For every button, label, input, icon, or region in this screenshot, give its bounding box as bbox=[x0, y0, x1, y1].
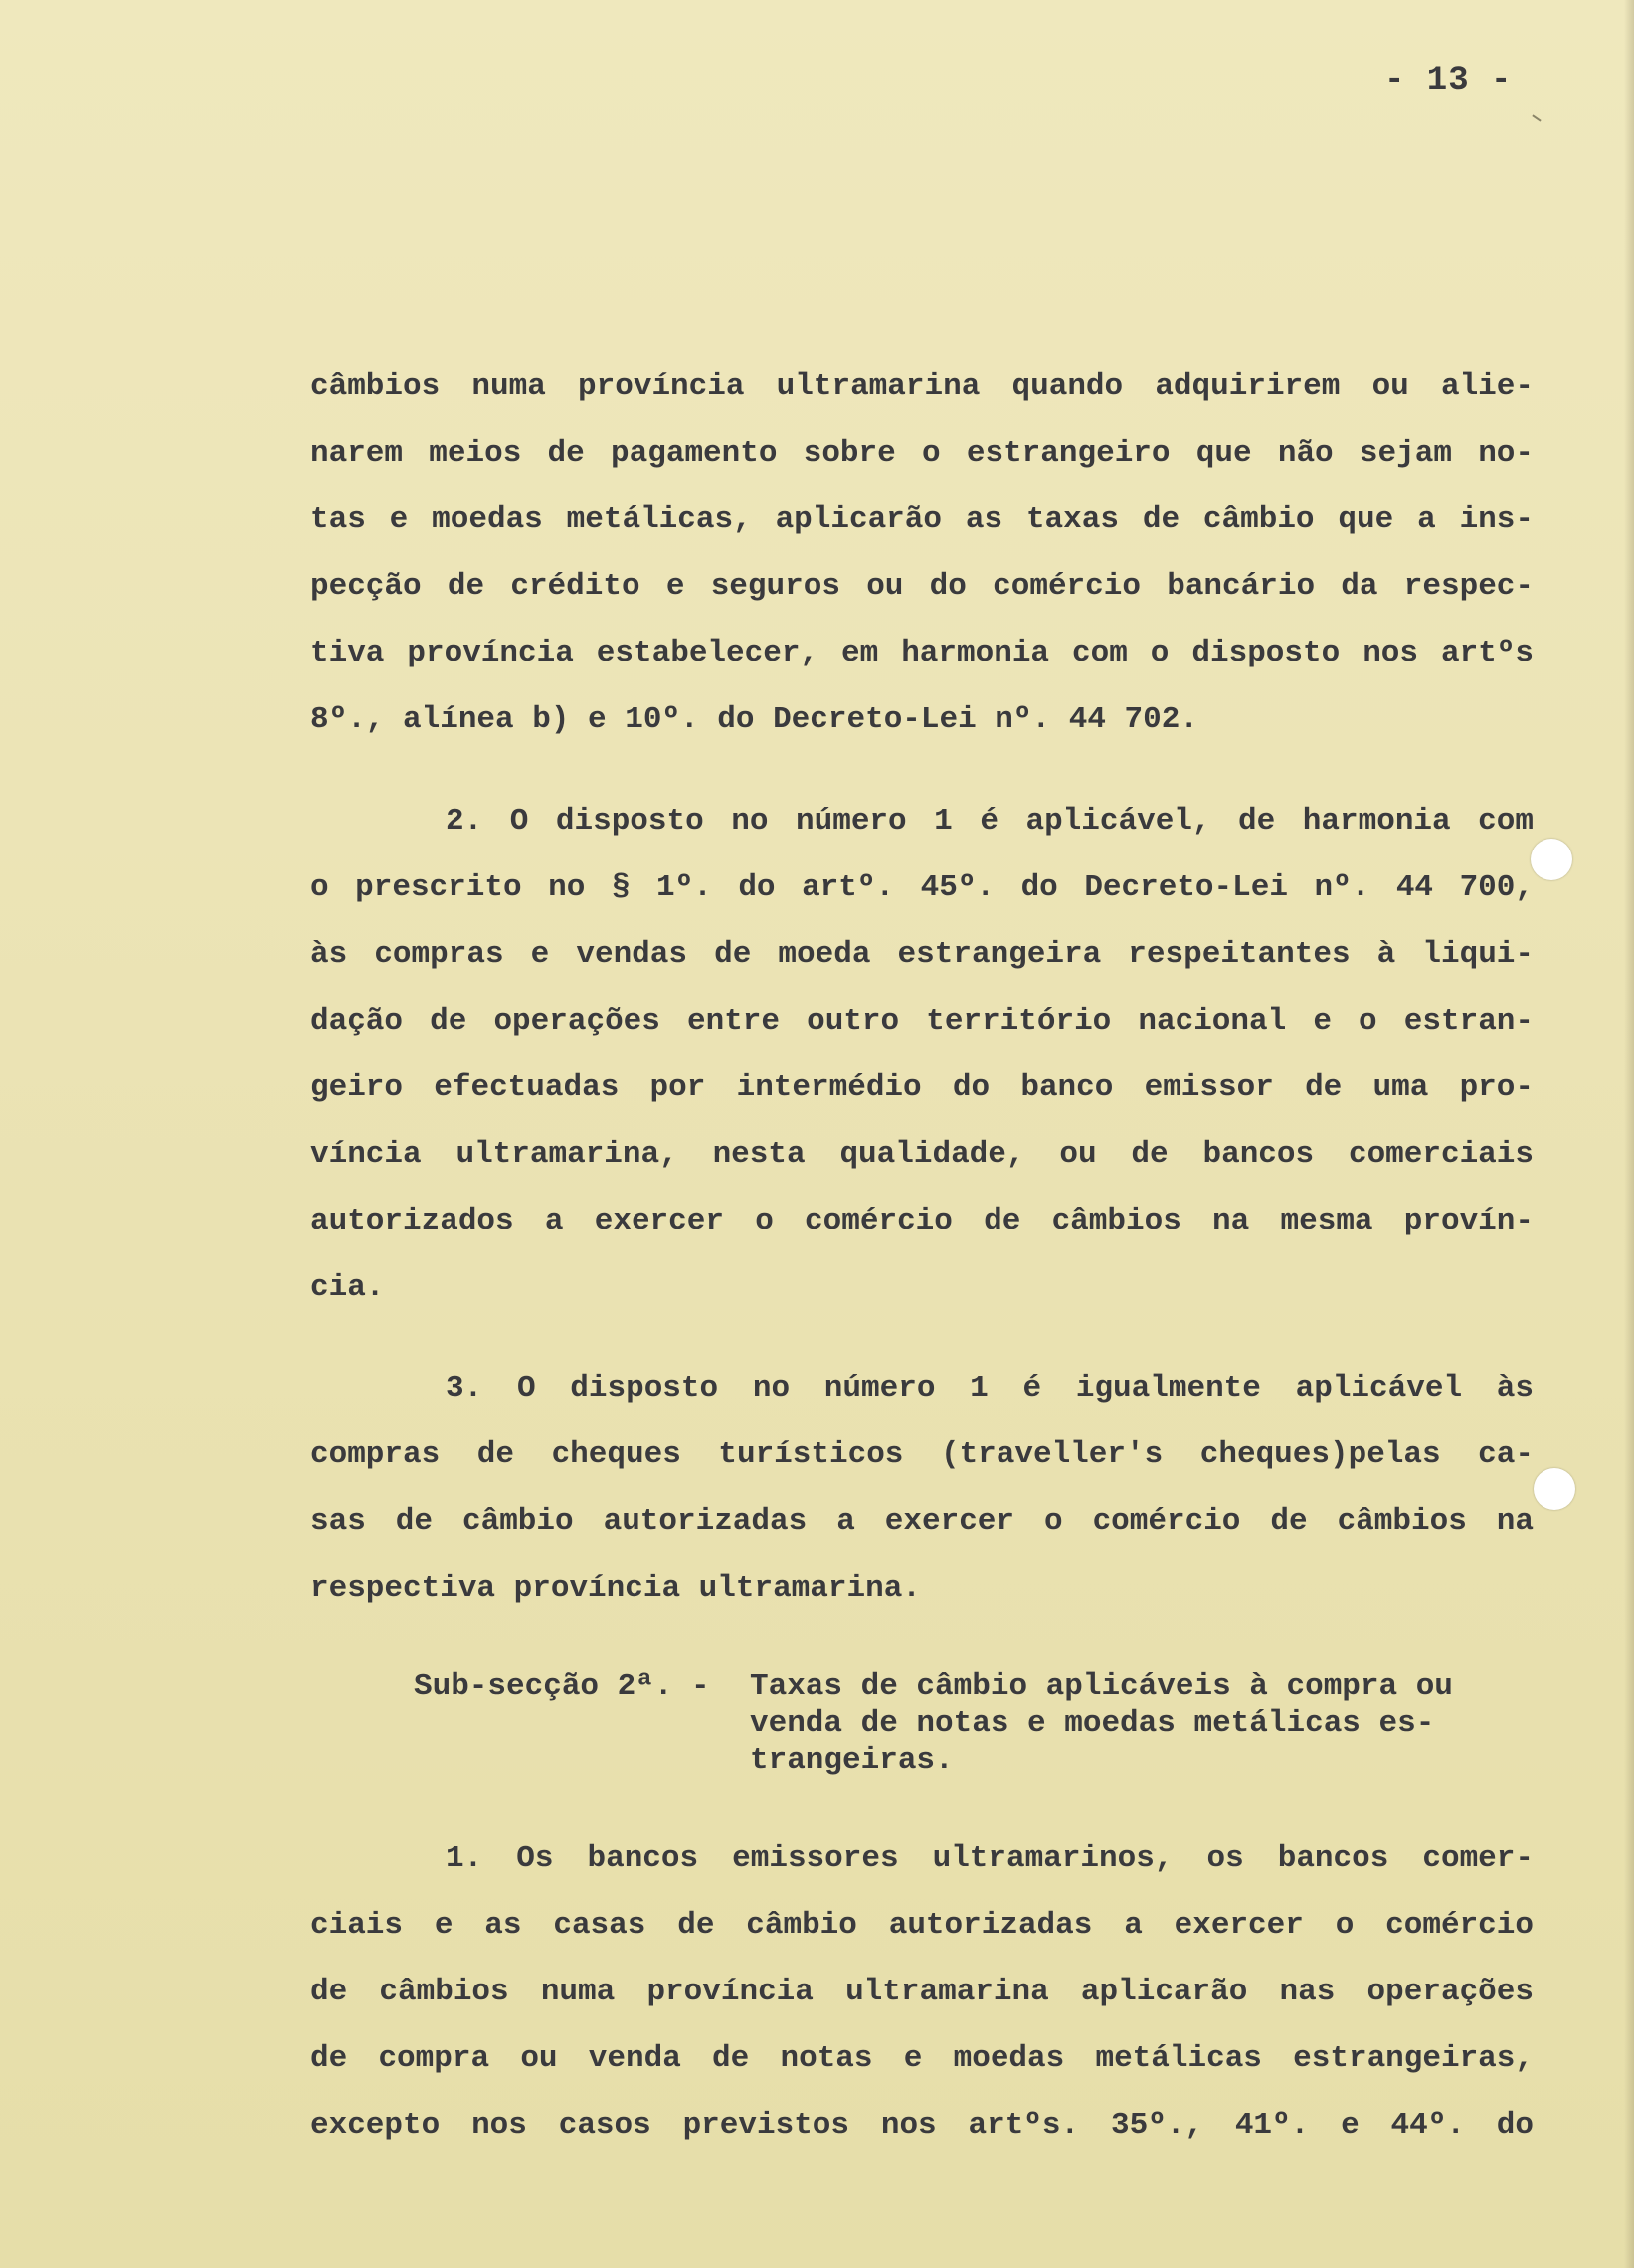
text-line: pecção de crédito e seguros ou do comércio bancário da respec- bbox=[310, 569, 1534, 604]
subsection-title bbox=[750, 1668, 1516, 1779]
text-line: câmbios numa província ultramarina quando adquirirem ou alie- bbox=[310, 369, 1534, 404]
text-line: 8º., alínea b) e 10º. do Decreto-Lei nº. 44 702. bbox=[310, 702, 1198, 737]
subsection-label: Sub-secção 2ª. - bbox=[414, 1669, 710, 1704]
punch-hole bbox=[1531, 839, 1572, 880]
text-line: víncia ultramarina, nesta qualidade, ou de bancos comerciais bbox=[310, 1137, 1534, 1172]
subsection-title-line: venda de notas e moedas metálicas es- bbox=[750, 1706, 1435, 1741]
text-line: tiva província estabelecer, em harmonia com o disposto nos artºs bbox=[310, 636, 1534, 670]
text-line: tas e moedas metálicas, aplicarão as taxas de câmbio que a ins- bbox=[310, 502, 1534, 537]
text-line: de compra ou venda de notas e moedas metálicas estrangeiras, bbox=[310, 2041, 1534, 2076]
text-line: 1. Os bancos emissores ultramarinos, os bancos comer- bbox=[446, 1841, 1534, 1876]
paragraph-item-3 bbox=[310, 1355, 1534, 1621]
paragraph-continuation bbox=[310, 353, 1534, 753]
text-line: dação de operações entre outro território nacional e o estran- bbox=[310, 1004, 1534, 1039]
ink-mark bbox=[1532, 114, 1541, 121]
text-line: compras de cheques turísticos (traveller's cheques)pelas ca- bbox=[310, 1437, 1534, 1472]
text-line: de câmbios numa província ultramarina aplicarão nas operações bbox=[310, 1975, 1534, 2009]
subsection-title-line: Taxas de câmbio aplicáveis à compra ou bbox=[750, 1669, 1453, 1704]
paragraph-item-2 bbox=[310, 788, 1534, 1321]
text-line: narem meios de pagamento sobre o estrangeiro que não sejam no- bbox=[310, 436, 1534, 471]
punch-hole bbox=[1534, 1468, 1575, 1510]
text-line: cia. bbox=[310, 1270, 385, 1305]
text-line: 3. O disposto no número 1 é igualmente aplicável às bbox=[446, 1371, 1534, 1406]
page-number: - 13 - bbox=[1384, 62, 1513, 99]
subsection-title-line: trangeiras. bbox=[750, 1743, 954, 1778]
text-line: sas de câmbio autorizadas a exercer o comércio de câmbios na bbox=[310, 1504, 1534, 1539]
text-line: excepto nos casos previstos nos artºs. 35º., 41º. e 44º. do bbox=[310, 2108, 1534, 2143]
page-edge-shadow bbox=[1624, 0, 1634, 2268]
text-line: o prescrito no § 1º. do artº. 45º. do Decreto-Lei nº. 44 700, bbox=[310, 870, 1534, 905]
text-line: autorizados a exercer o comércio de câmbios na mesma provín- bbox=[310, 1204, 1534, 1238]
text-line: 2. O disposto no número 1 é aplicável, de harmonia com bbox=[446, 804, 1534, 839]
text-line: ciais e as casas de câmbio autorizadas a exercer o comércio bbox=[310, 1908, 1534, 1943]
paragraph-item-1 bbox=[310, 1825, 1534, 2159]
text-line: respectiva província ultramarina. bbox=[310, 1571, 921, 1606]
text-line: geiro efectuadas por intermédio do banco emissor de uma pro- bbox=[310, 1070, 1534, 1105]
text-line: às compras e vendas de moeda estrangeira respeitantes à liqui- bbox=[310, 937, 1534, 972]
